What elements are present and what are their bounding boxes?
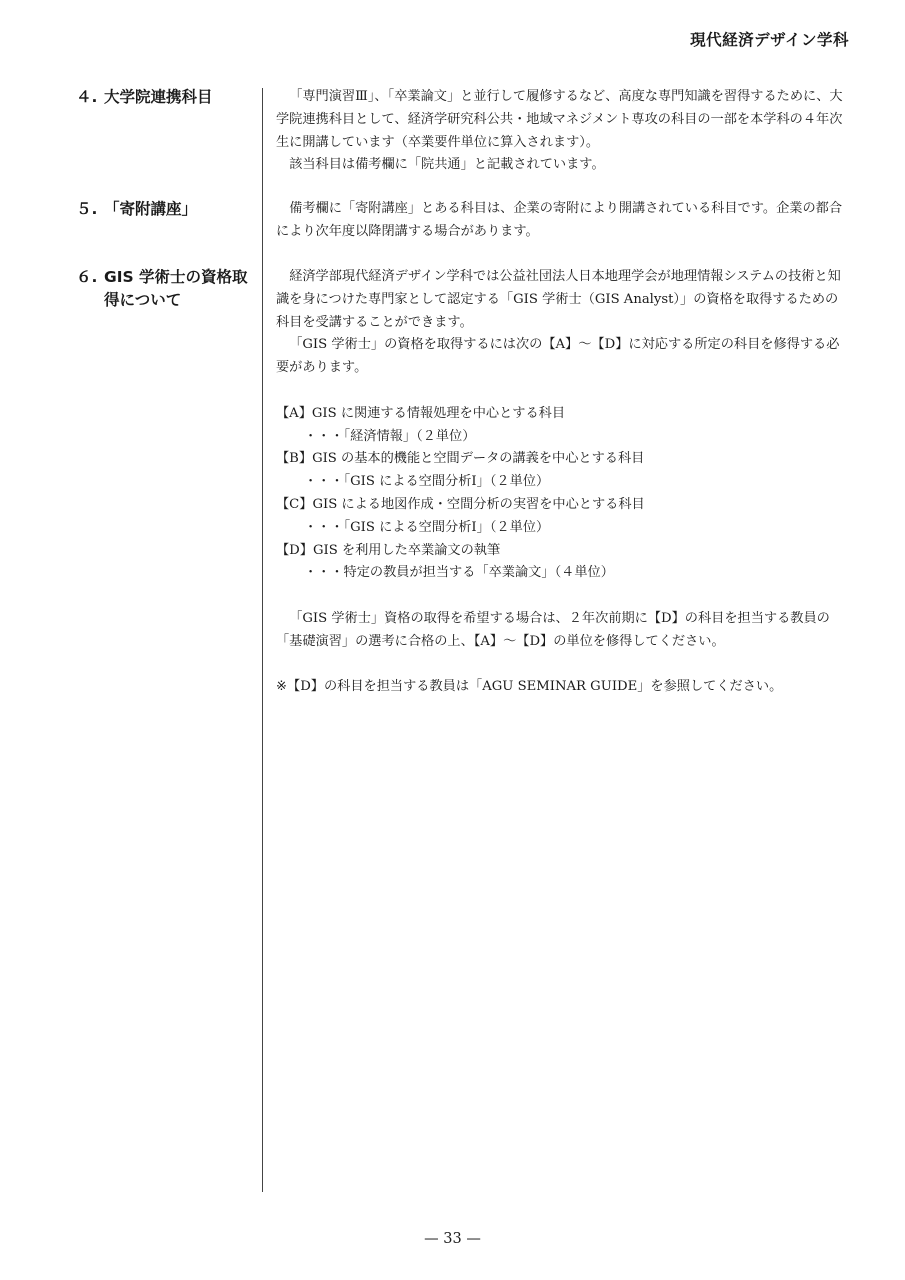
paragraph: 「専門演習Ⅲ」、「卒業論文」と並行して履修するなど、高度な専門知識を習得するために、大学院連携科目として、経済学研究科公共・地域マネジメント専攻の科目の一部を本学科の４年次生に開講しています（卒業要件単位に算入されます）。	[276, 89, 843, 150]
paragraph: 「GIS 学術士」の資格を取得するには次の【A】〜【D】に対応する所定の科目を修得する必要があります。	[276, 337, 840, 376]
requirement-detail: ・・・「GIS による空間分析Ⅰ」（２単位）	[304, 519, 550, 535]
section-heading	[76, 198, 258, 221]
section-number: ６.	[76, 268, 98, 286]
paragraph: 備考欄に「寄附講座」とある科目は、企業の寄附により開講されている科目です。企業の都合により次年度以降閉講する場合があります。	[276, 201, 843, 239]
requirement-detail: ・・・特定の教員が担当する「卒業論文」（４単位）	[304, 565, 614, 581]
section-body	[276, 266, 850, 699]
section-heading	[76, 86, 258, 109]
section-title-line-1: GIS 学術士の資格取	[104, 268, 248, 286]
department-header: 現代経済デザイン学科	[690, 31, 849, 49]
page-number: — 33 —	[424, 1231, 481, 1247]
note: ※【D】の科目を担当する教員は「AGU SEMINAR GUIDE」を参照してください。	[276, 679, 783, 695]
spacer	[276, 380, 850, 403]
requirement-detail: ・・・「GIS による空間分析Ⅰ」（２単位）	[304, 474, 550, 490]
requirement-label: 【A】GIS に関連する情報処理を中心とする科目	[276, 405, 566, 421]
paragraph: 経済学部現代経済デザイン学科では公益社団法人日本地理学会が地理情報システムの技術と知識を身につけた専門家として認定する「GIS 学術士（GIS Analyst）」の資格を取得するための科目を受講することができます。	[276, 269, 841, 330]
section-heading	[76, 266, 258, 312]
requirement-label: 【B】GIS の基本的機能と空間データの講義を中心とする科目	[276, 451, 645, 467]
spacer	[276, 585, 850, 608]
section-number: ４.	[76, 88, 98, 106]
section-title-line-2: 得について	[104, 291, 182, 309]
section-title: 大学院連携科目	[104, 88, 213, 106]
section-title: 「寄附講座」	[104, 200, 198, 218]
vertical-divider	[262, 88, 263, 1192]
closing-paragraph: 「GIS 学術士」資格の取得を希望する場合は、２年次前期に【D】の科目を担当する教員の「基礎演習」の選考に合格の上、【A】〜【D】の単位を修得してください。	[276, 610, 830, 649]
section-number: ５.	[76, 200, 98, 218]
requirement-detail: ・・・「経済情報」（２単位）	[304, 428, 476, 444]
requirement-label: 【C】GIS による地図作成・空間分析の実習を中心とする科目	[276, 496, 645, 512]
paragraph: 該当科目は備考欄に「院共通」と記載されています。	[289, 157, 605, 173]
section-body	[276, 198, 850, 244]
requirement-label: 【D】GIS を利用した卒業論文の執筆	[276, 542, 501, 558]
section-body	[276, 86, 850, 177]
spacer	[276, 654, 850, 677]
